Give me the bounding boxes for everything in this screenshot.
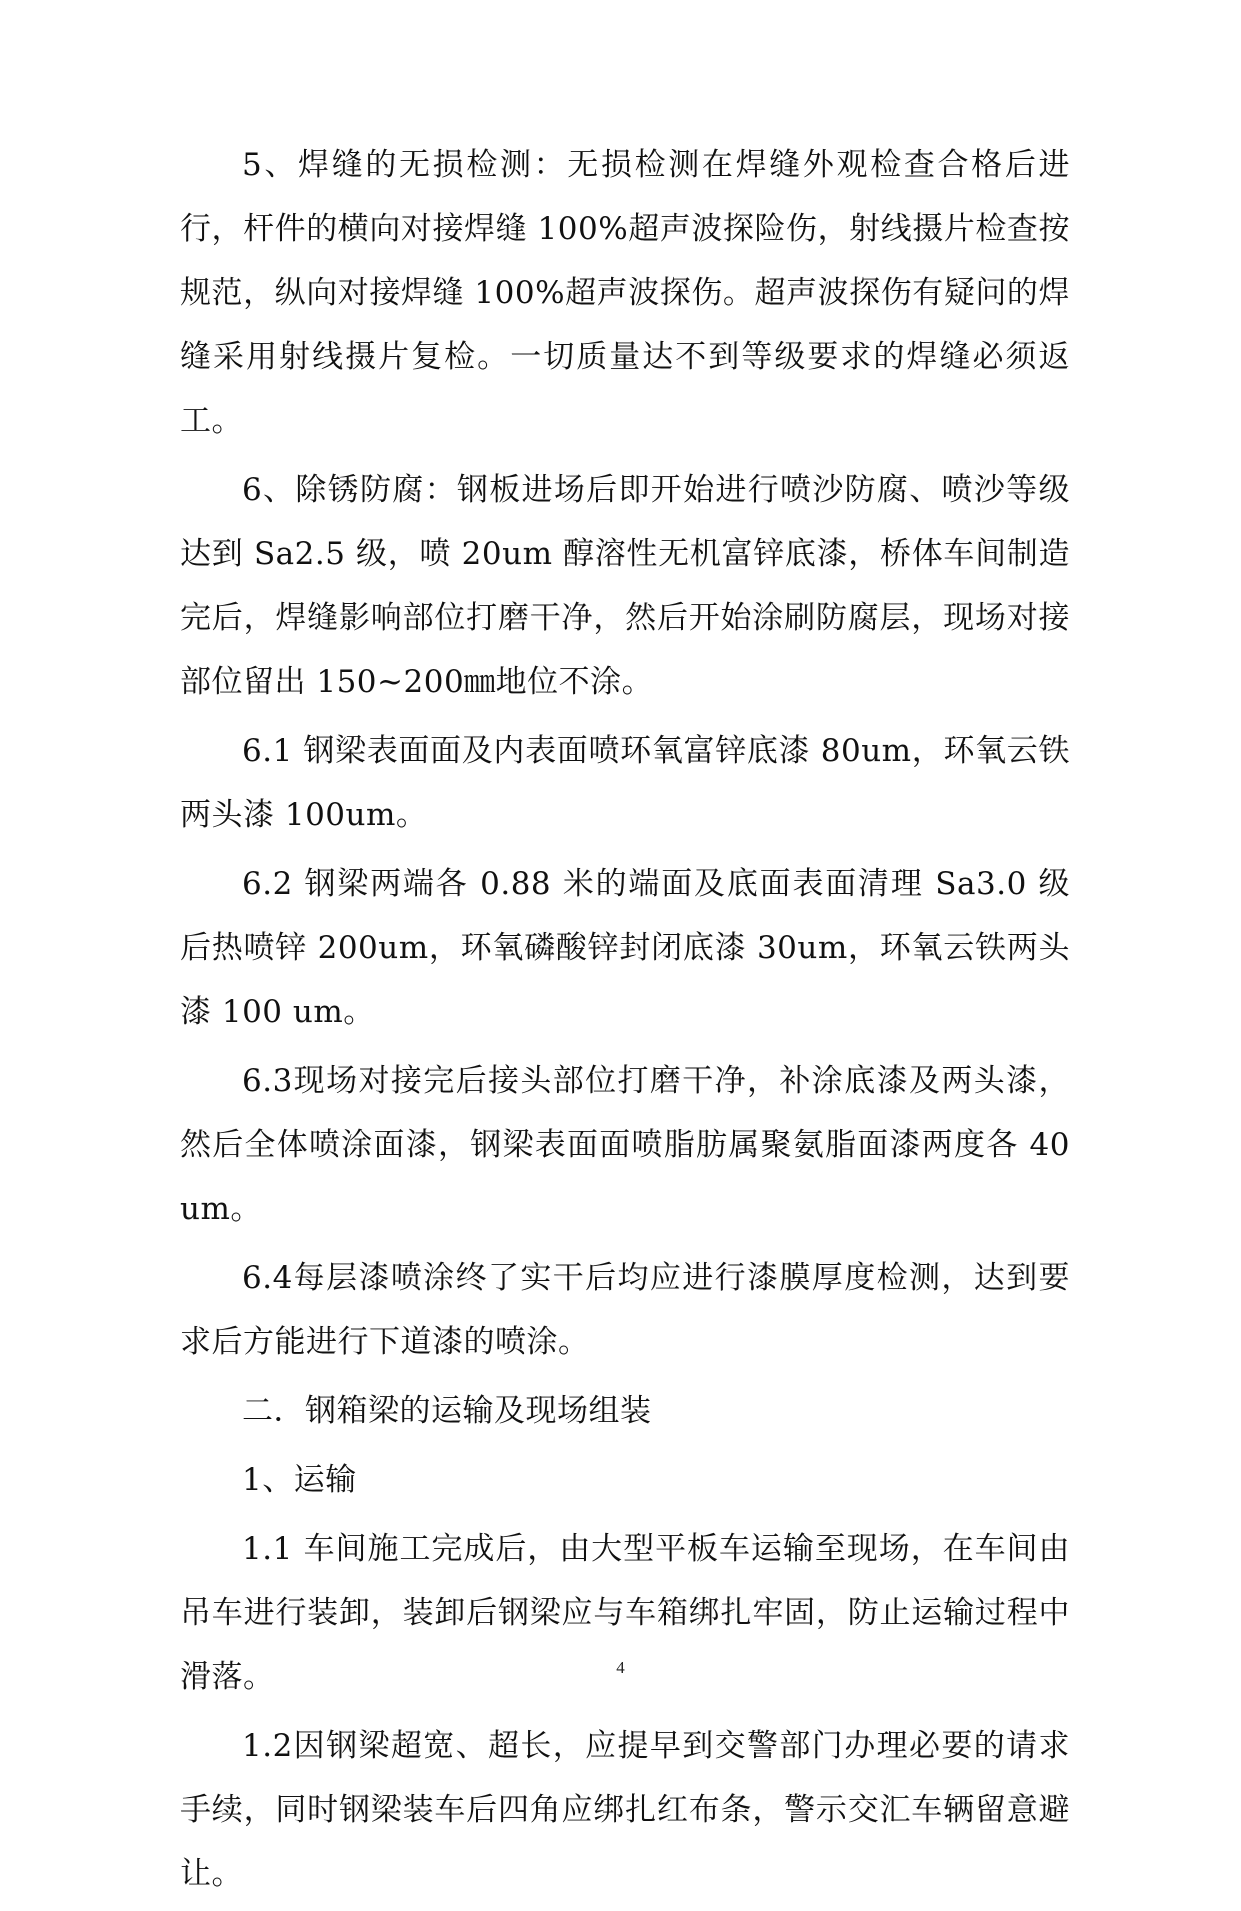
paragraph-6-3: 6.3现场对接完后接头部位打磨干净，补涂底漆及两头漆，然后全体喷涂面漆，钢梁表面面喷脂肪属聚氨脂面漆两度各 40 um。 [180, 1063, 1070, 1227]
section-heading-transport-assembly: 二．钢箱梁的运输及现场组装 [242, 1393, 652, 1429]
paragraph-6-1: 6.1 钢梁表面面及内表面喷环氧富锌底漆 80um，环氧云铁两头漆 100um。 [180, 733, 1070, 833]
paragraph-6-4: 6.4每层漆喷涂终了实干后均应进行漆膜厚度检测，达到要求后方能进行下道漆的喷涂。 [180, 1260, 1070, 1360]
paragraph-rust-removal: 6、除锈防腐：钢板进场后即开始进行喷沙防腐、喷沙等级达到 Sa2.5 级，喷 20um 醇溶性无机富锌底漆，桥体车间制造完后，焊缝影响部位打磨干净，然后开始涂刷防腐层，现场对接部位留出 150~200㎜地位不涂。 [180, 472, 1070, 700]
subsection-heading-transport: 1、运输 [242, 1462, 357, 1498]
page-number: 4 [616, 1658, 625, 1677]
paragraph-1-2: 1.2因钢梁超宽、超长，应提早到交警部门办理必要的请求手续，同时钢梁装车后四角应绑扎红布条，警示交汇车辆留意避让。 [180, 1728, 1070, 1892]
body-text [180, 133, 1070, 1911]
paragraph-weld-inspection: 5、焊缝的无损检测：无损检测在焊缝外观检查合格后进行，杆件的横向对接焊缝 100%超声波探险伤，射线摄片检查按规范，纵向对接焊缝 100%超声波探伤。超声波探伤有疑问的焊缝采用射线摄片复检。一切质量达不到等级要求的焊缝必须返工。 [180, 147, 1070, 439]
paragraph-6-2: 6.2 钢梁两端各 0.88 米的端面及底面表面清理 Sa3.0 级后热喷锌 200um，环氧磷酸锌封闭底漆 30um，环氧云铁两头漆 100 um。 [180, 866, 1070, 1030]
paragraph-1-1: 1.1 车间施工完成后，由大型平板车运输至现场，在车间由吊车进行装卸，装卸后钢梁应与车箱绑扎牢固，防止运输过程中滑落。 [180, 1531, 1070, 1695]
